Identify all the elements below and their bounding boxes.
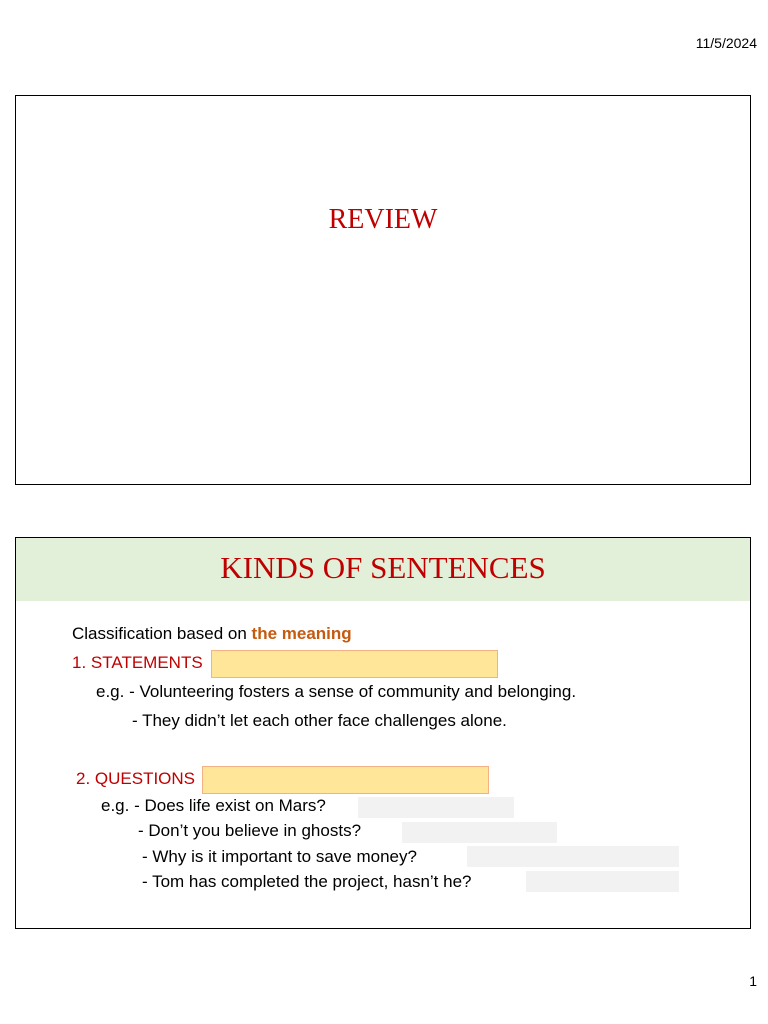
statements-label: 1. STATEMENTS — [72, 653, 203, 672]
question-answer-box-2 — [402, 822, 557, 843]
slide-title-kinds: KINDS OF SENTENCES — [220, 550, 546, 585]
question-answer-box-4 — [526, 871, 679, 892]
statement-example-2: - They didn’t let each other face challenges alone. — [132, 711, 507, 730]
question-answer-box-3 — [467, 846, 679, 867]
question-example-3: - Why is it important to save money? — [142, 847, 417, 866]
question-example-1: e.g. - Does life exist on Mars? — [101, 796, 326, 815]
slide-review — [15, 95, 751, 485]
classification-highlight: the meaning — [251, 624, 352, 643]
question-answer-box-1 — [358, 797, 514, 818]
classification-prefix: Classification based on — [72, 624, 252, 643]
statements-answer-box — [211, 650, 498, 678]
questions-answer-box — [202, 766, 489, 794]
page-date: 11/5/2024 — [695, 35, 757, 51]
slide-title-review: REVIEW — [328, 204, 438, 235]
slide-kinds-of-sentences — [15, 537, 751, 929]
question-example-4: - Tom has completed the project, hasn’t he? — [142, 872, 472, 891]
title-band — [16, 538, 750, 601]
questions-label: 2. QUESTIONS — [76, 769, 196, 788]
page-number: 1 — [749, 973, 757, 989]
question-example-2: - Don’t you believe in ghosts? — [138, 821, 362, 840]
statement-example-1: e.g. - Volunteering fosters a sense of community and belonging. — [96, 682, 577, 701]
classification-line — [72, 624, 352, 644]
